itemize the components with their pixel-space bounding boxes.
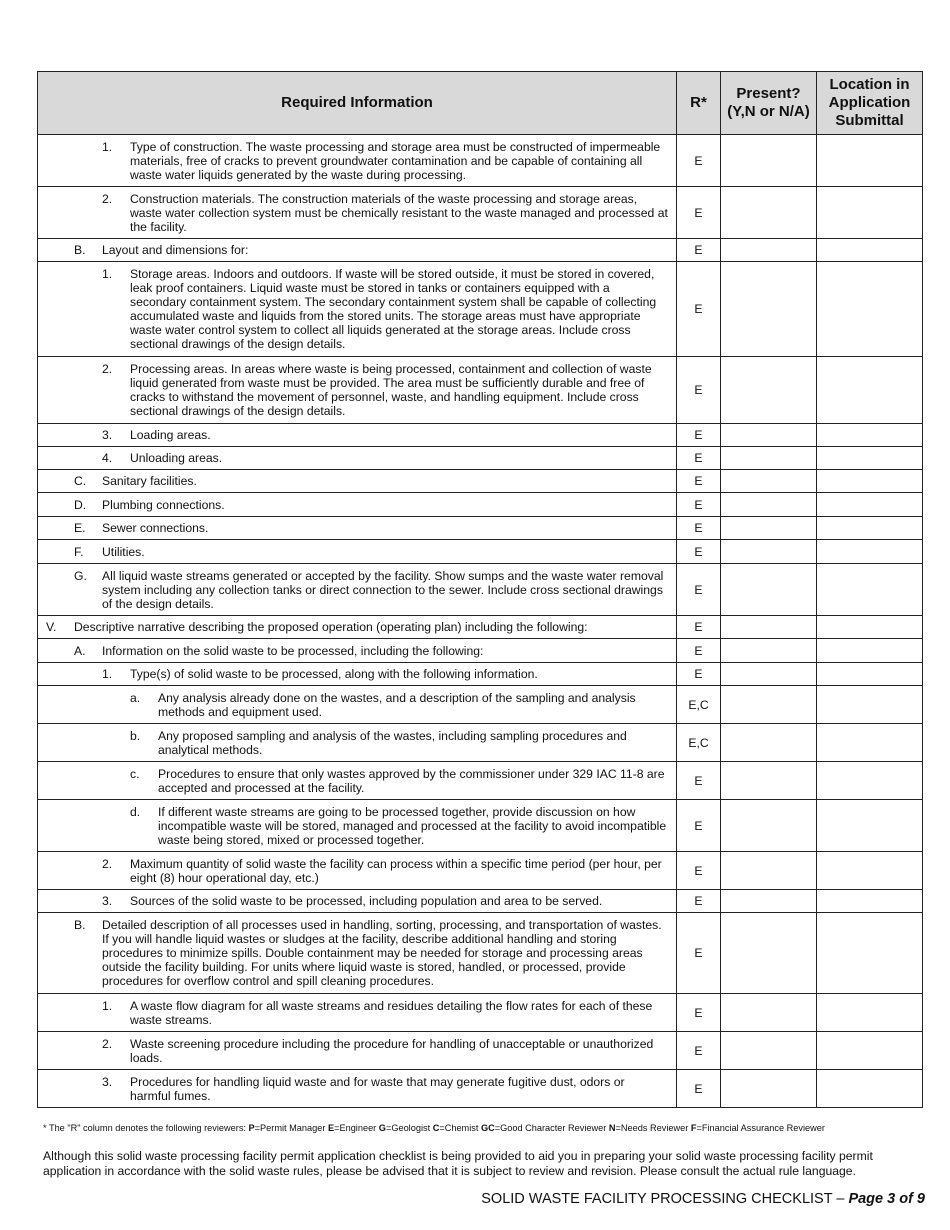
present-cell[interactable] [721, 663, 817, 686]
item-label: A. [74, 643, 86, 658]
requirement-cell [38, 239, 677, 262]
item-text: Sewer connections. [102, 521, 209, 535]
requirement-cell [38, 470, 677, 493]
reviewer-description: =Geologist [385, 1123, 433, 1133]
reviewer-description: =Engineer [334, 1123, 379, 1133]
reviewer-description: =Good Character Reviewer [494, 1123, 609, 1133]
item-label: 1. [102, 667, 113, 681]
reviewer-code-cell: E [677, 913, 721, 994]
present-cell[interactable] [721, 724, 817, 762]
checklist-row [38, 913, 923, 994]
item-text: Descriptive narrative describing the proposed operation (operating plan) including the following: [74, 620, 588, 634]
location-cell[interactable] [817, 517, 923, 540]
requirement-cell [38, 890, 677, 913]
checklist-row [38, 663, 923, 686]
item-text: Information on the solid waste to be processed, including the following: [102, 643, 484, 658]
item-text: Any analysis already done on the wastes, and a description of the sampling and analysis methods and equipment used. [158, 690, 636, 719]
location-cell[interactable] [817, 262, 923, 357]
checklist-row [38, 762, 923, 800]
checklist-row [38, 540, 923, 564]
requirement-cell [38, 447, 677, 470]
present-cell[interactable] [721, 852, 817, 890]
footer-title: SOLID WASTE FACILITY PROCESSING CHECKLIST – [481, 1191, 849, 1207]
reviewer-description: =Permit Manager [254, 1123, 328, 1133]
item-label: E. [74, 521, 86, 535]
requirement-cell [38, 724, 677, 762]
item-label: 3. [102, 1074, 113, 1089]
item-text: Plumbing connections. [102, 497, 225, 512]
item-text: Storage areas. Indoors and outdoors. If waste will be stored outside, it must be stored in covered, leak proof containers. Liquid waste must be stored in tanks or containers equipped with a secondary containment system. The secondary containment system shall be capable of collecting accumulated waste and liquids from the stored units. The storage areas must have appropriate waste water control system to collect all liquids generated at the storage areas. Include cross sectional drawings of the design details. [130, 267, 657, 351]
present-cell[interactable] [721, 800, 817, 852]
checklist-row [38, 800, 923, 852]
requirement-cell [38, 493, 677, 517]
reviewer-code-cell: E [677, 762, 721, 800]
item-text: All liquid waste streams generated or accepted by the facility. Show sumps and the waste water removal system including any collection tanks or direct connection to the sewer. Include cross sectional drawings of the design details. [102, 568, 664, 611]
item-text: If different waste streams are going to be processed together, provide discussion on how incompatible waste will be stored, managed and processed at the facility to avoid incompatible waste being stored, mixed or processed together. [158, 804, 667, 847]
location-cell[interactable] [817, 686, 923, 724]
location-cell[interactable] [817, 470, 923, 493]
reviewer-code-cell: E,C [677, 686, 721, 724]
checklist-row [38, 994, 923, 1032]
item-text: Procedures to ensure that only wastes approved by the commissioner under 329 IAC 11-8 are accepted and processed at the facility. [158, 766, 665, 795]
present-cell[interactable] [721, 447, 817, 470]
reviewer-code-cell: E [677, 262, 721, 357]
disclaimer: Although this solid waste processing facility permit application checklist is being provided to aid you in preparing your solid waste processing facility permit application in accordance with the solid waste rules, please be advised that it is subject to review and revision. Please consult the actual rule language. [43, 1149, 873, 1178]
requirement-cell [38, 187, 677, 239]
checklist-row [38, 852, 923, 890]
requirement-cell [38, 800, 677, 852]
item-label: G. [74, 568, 87, 583]
requirement-cell [38, 852, 677, 890]
location-cell[interactable] [817, 994, 923, 1032]
requirement-cell [38, 913, 677, 994]
item-text: Type of construction. The waste processing and storage area must be constructed of impermeable materials, free of cracks to prevent groundwater contamination and be capable of containing all waste water liquids generated by the waste during processing. [130, 139, 661, 182]
reviewer-description: =Needs Reviewer [615, 1123, 691, 1133]
present-cell[interactable] [721, 913, 817, 994]
item-text: Procedures for handling liquid waste and for waste that may generate fugitive dust, odors or harmful fumes. [130, 1074, 625, 1103]
required-information-header: Required Information [38, 72, 677, 135]
location-cell[interactable] [817, 424, 923, 447]
table-header-row [38, 72, 923, 135]
requirement-cell [38, 262, 677, 357]
location-cell[interactable] [817, 890, 923, 913]
requirement-cell [38, 994, 677, 1032]
present-cell[interactable] [721, 1070, 817, 1108]
reviewer-code-cell: E [677, 1070, 721, 1108]
reviewer-code-cell: E [677, 616, 721, 639]
checklist-row [38, 135, 923, 187]
reviewer-code: F [690, 1123, 697, 1133]
item-label: 2. [102, 362, 113, 376]
reviewer-code: N [608, 1123, 616, 1133]
checklist-body [38, 135, 923, 1108]
present-cell[interactable] [721, 239, 817, 262]
reviewer-code-cell: E [677, 800, 721, 852]
present-cell[interactable] [721, 470, 817, 493]
present-cell[interactable] [721, 762, 817, 800]
item-label: b. [130, 728, 141, 743]
reviewer-code: GC [480, 1123, 495, 1133]
item-label: a. [130, 690, 141, 705]
reviewer-code-cell: E [677, 1032, 721, 1070]
requirement-cell [38, 663, 677, 686]
item-label: F. [74, 544, 84, 559]
location-cell[interactable] [817, 447, 923, 470]
reviewer-code-cell: E,C [677, 724, 721, 762]
item-text: Construction materials. The construction materials of the waste processing and storage areas, waste water collection system must be chemically resistant to the waste managed and processed at the facility. [130, 191, 668, 234]
item-text: Processing areas. In areas where waste is being processed, containment and collection of waste liquid generated from waste must be provided. The area must be sufficiently durable and free of cracks to withstand the movement of personnel, waste, and handling equipment. Include cross sectional drawings of the design details. [130, 362, 652, 418]
checklist-row [38, 1032, 923, 1070]
reviewer-code-cell: E [677, 135, 721, 187]
footnote-intro: * The "R" column denotes the following reviewers: [43, 1123, 249, 1133]
page-footer [481, 1191, 925, 1207]
checklist-row [38, 493, 923, 517]
location-cell[interactable] [817, 493, 923, 517]
requirement-cell [38, 686, 677, 724]
item-text: Maximum quantity of solid waste the facility can process within a specific time period (per hour, per eight (8) hour operational day, etc.) [130, 856, 662, 885]
requirement-cell [38, 616, 677, 639]
r-column-header: R* [677, 72, 721, 135]
reviewer-footnote [43, 1123, 825, 1133]
present-cell[interactable] [721, 262, 817, 357]
item-text: Loading areas. [130, 428, 211, 442]
requirement-cell [38, 762, 677, 800]
checklist-row [38, 890, 923, 913]
item-text: Layout and dimensions for: [102, 243, 249, 257]
reviewer-code-cell: E [677, 470, 721, 493]
present-cell[interactable] [721, 540, 817, 564]
item-label: c. [130, 766, 140, 781]
reviewer-code: C [432, 1123, 440, 1133]
location-cell[interactable] [817, 913, 923, 994]
location-cell[interactable] [817, 1070, 923, 1108]
item-text: Any proposed sampling and analysis of the wastes, including sampling procedures and analytical methods. [158, 728, 627, 757]
present-cell[interactable] [721, 424, 817, 447]
requirement-cell [38, 564, 677, 616]
reviewer-code-cell: E [677, 663, 721, 686]
item-text: Detailed description of all processes used in handling, sorting, processing, and transportation of wastes. If you will handle liquid wastes or sludges at the facility, describe additional handling and storing procedures to minimize spills. Double containment may be needed for storage and processing areas outside the facility building. For units where liquid waste is stored, handled, or processed, provide procedures for overflow control and spill cleaning procedures. [102, 918, 662, 988]
reviewer-code-cell: E [677, 517, 721, 540]
reviewer-code-cell: E [677, 564, 721, 616]
item-label: 1. [102, 139, 113, 154]
reviewer-code-cell: E [677, 424, 721, 447]
reviewer-code-cell: E [677, 493, 721, 517]
location-cell[interactable] [817, 663, 923, 686]
reviewer-code-cell: E [677, 994, 721, 1032]
requirement-cell [38, 357, 677, 424]
location-column-header: Location in Application Submittal [817, 72, 923, 135]
requirement-cell [38, 639, 677, 663]
checklist-row [38, 616, 923, 639]
location-cell[interactable] [817, 852, 923, 890]
requirement-cell [38, 517, 677, 540]
reviewer-description: =Chemist [439, 1123, 481, 1133]
present-cell[interactable] [721, 187, 817, 239]
checklist-row [38, 470, 923, 493]
checklist-row [38, 517, 923, 540]
requirement-cell [38, 135, 677, 187]
location-cell[interactable] [817, 540, 923, 564]
checklist-table [37, 71, 923, 1108]
item-text: Waste screening procedure including the procedure for handling of unacceptable or unauthorized loads. [130, 1036, 654, 1065]
item-label: d. [130, 804, 141, 819]
present-cell[interactable] [721, 616, 817, 639]
location-cell[interactable] [817, 357, 923, 424]
checklist-row [38, 447, 923, 470]
reviewer-code: E [327, 1123, 335, 1133]
present-cell[interactable] [721, 639, 817, 663]
reviewer-code-cell: E [677, 447, 721, 470]
item-label: B. [74, 918, 86, 932]
item-label: 2. [102, 191, 113, 206]
item-label: 1. [102, 267, 113, 281]
reviewer-code-cell: E [677, 187, 721, 239]
item-text: A waste flow diagram for all waste streams and residues detailing the flow rates for each of these waste streams. [130, 998, 653, 1027]
present-cell[interactable] [721, 564, 817, 616]
location-cell[interactable] [817, 639, 923, 663]
present-cell[interactable] [721, 686, 817, 724]
item-label: 3. [102, 428, 113, 442]
present-cell[interactable] [721, 994, 817, 1032]
requirement-cell [38, 1032, 677, 1070]
present-cell[interactable] [721, 135, 817, 187]
checklist-row [38, 262, 923, 357]
checklist-row [38, 639, 923, 663]
page-number: Page 3 of 9 [848, 1191, 925, 1207]
location-cell[interactable] [817, 616, 923, 639]
item-label: D. [74, 497, 87, 512]
item-label: 4. [102, 451, 113, 465]
location-cell[interactable] [817, 239, 923, 262]
item-label: 3. [102, 894, 113, 908]
item-text: Unloading areas. [130, 451, 223, 465]
reviewer-code-cell: E [677, 540, 721, 564]
requirement-cell [38, 424, 677, 447]
reviewer-description: =Financial Assurance Reviewer [696, 1123, 825, 1133]
present-cell[interactable] [721, 517, 817, 540]
item-label: 1. [102, 998, 113, 1013]
checklist-row [38, 1070, 923, 1108]
checklist-row [38, 187, 923, 239]
checklist-row [38, 724, 923, 762]
checklist-row [38, 564, 923, 616]
reviewer-code: G [378, 1123, 386, 1133]
present-cell[interactable] [721, 357, 817, 424]
reviewer-code-cell: E [677, 239, 721, 262]
reviewer-code-cell: E [677, 852, 721, 890]
requirement-cell [38, 540, 677, 564]
item-label: B. [74, 243, 86, 257]
location-cell[interactable] [817, 187, 923, 239]
reviewer-code: P [248, 1123, 255, 1133]
reviewer-code-cell: E [677, 639, 721, 663]
checklist-row [38, 239, 923, 262]
item-text: Type(s) of solid waste to be processed, along with the following information. [130, 667, 538, 681]
present-cell[interactable] [721, 493, 817, 517]
present-cell[interactable] [721, 890, 817, 913]
item-label: 2. [102, 1036, 113, 1051]
location-cell[interactable] [817, 564, 923, 616]
item-text: Sanitary facilities. [102, 474, 197, 488]
location-cell[interactable] [817, 135, 923, 187]
present-column-header: Present? (Y,N or N/A) [721, 72, 817, 135]
item-label: V. [46, 620, 57, 634]
location-cell[interactable] [817, 1032, 923, 1070]
location-cell[interactable] [817, 762, 923, 800]
location-cell[interactable] [817, 800, 923, 852]
present-cell[interactable] [721, 1032, 817, 1070]
item-label: 2. [102, 856, 113, 871]
reviewer-code-cell: E [677, 890, 721, 913]
checklist-row [38, 357, 923, 424]
checklist-row [38, 424, 923, 447]
item-text: Sources of the solid waste to be processed, including population and area to be served. [130, 894, 603, 908]
checklist-row [38, 686, 923, 724]
location-cell[interactable] [817, 724, 923, 762]
item-label: C. [74, 474, 87, 488]
item-text: Utilities. [102, 544, 145, 559]
reviewer-code-cell: E [677, 357, 721, 424]
footnote-reviewer-codes [249, 1123, 825, 1133]
requirement-cell [38, 1070, 677, 1108]
